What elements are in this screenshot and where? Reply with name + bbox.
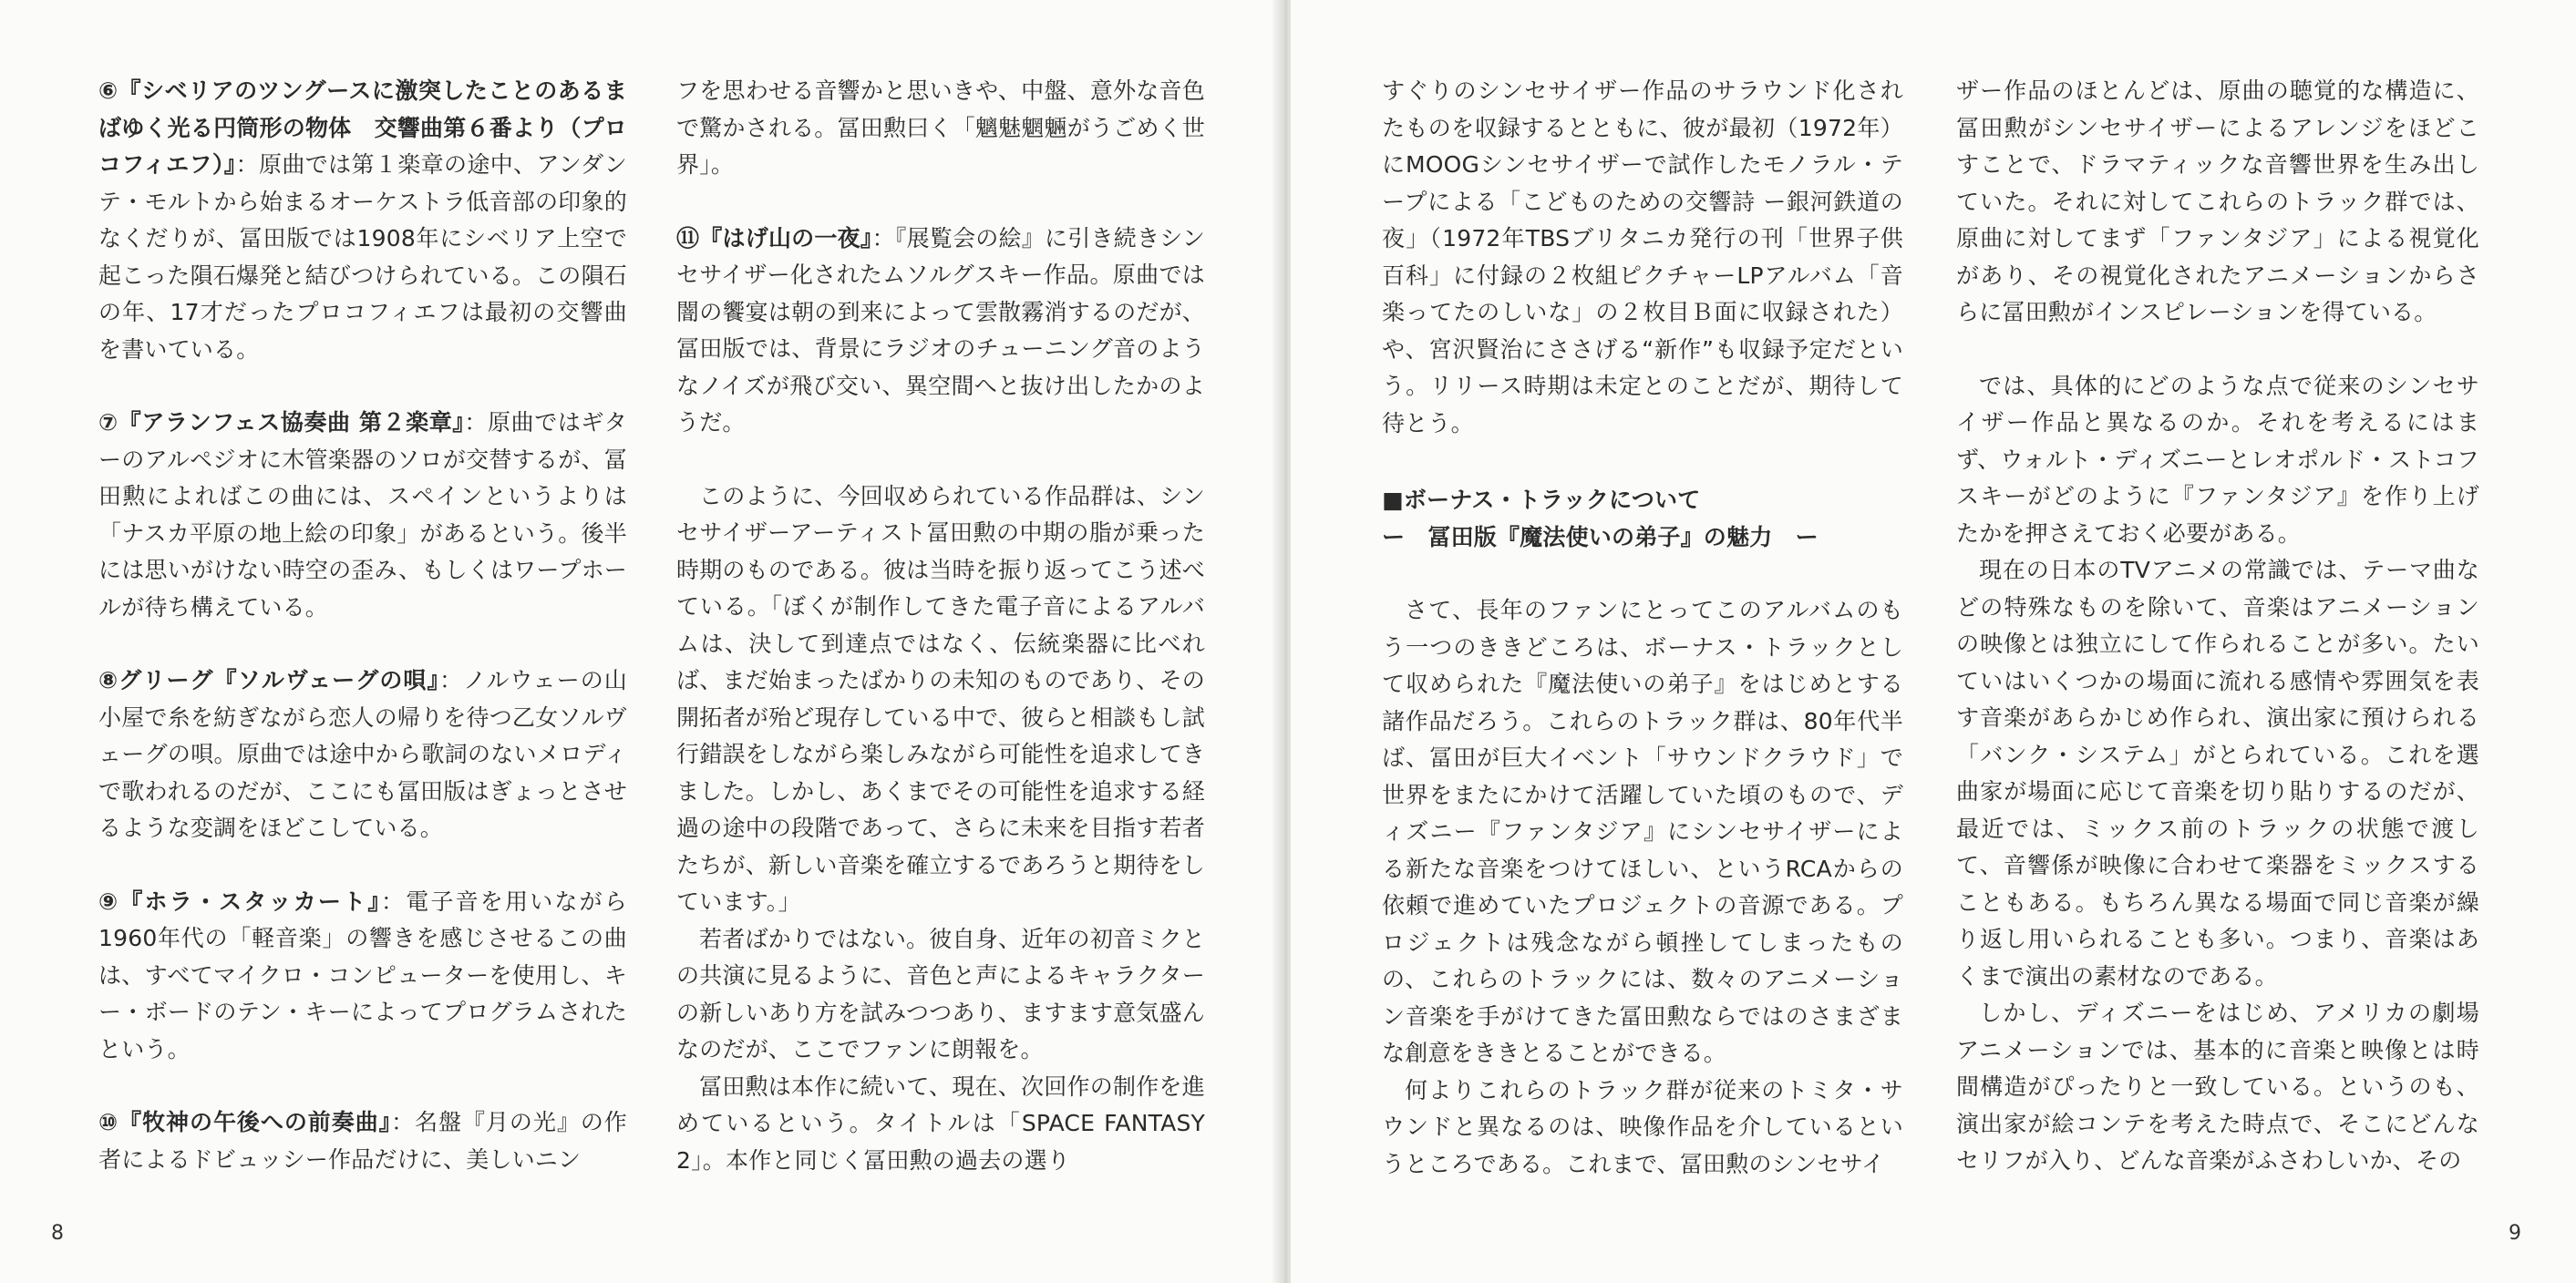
track-body-10: ：名盤『月の光』の作者によるドビュッシー作品だけに、美しいニン <box>98 1109 627 1173</box>
body-paragraph: 冨田勲は本作に続いて、現在、次回作の制作を進めているという。タイトルは「SPACE FANTASY 2」。本作と同じく冨田勲の過去の選り <box>676 1073 1205 1174</box>
section-heading-line1: ■ボーナス・トラックについて <box>1382 487 1701 513</box>
body-paragraph: 何よりこれらのトラック群が従来のトミタ・サウンドと異なるのは、映像作品を介しているというところである。これまで、冨田勲のシンセサイ <box>1382 1076 1903 1177</box>
body-paragraph: このように、今回収められている作品群は、シンセサイザーアーティスト冨田勲の中期の脂が乗った時期のものである。彼は当時を振り返ってこう述べている。「ぼくが制作してきた電子音によるアルバムは、決して到達点ではなく、伝統楽器に比べれば、まだ始まったばかりの未知のものであり、その開拓者が殆ど現存している中で、彼らと相談もし試行錯誤をしながら楽しみながら可能性を追求してきました。しかし、あくまでその可能性を追求する経過の途中の段階であって、さらに未来を目指す若者たちが、新しい音楽を確立するであろうと期待をしています。」 <box>676 482 1205 915</box>
track-body-8: ：ノルウェーの山小屋で糸を紡ぎながら恋人の帰りを待つ乙女ソルヴェーグの唄。原曲では途中から歌詞のないメロディで歌われるのだが、ここにも冨田版はぎょっとさせるような変調をほどこしている。 <box>98 667 627 841</box>
section-heading <box>1382 482 1903 556</box>
page-number-right: 9 <box>2509 1222 2521 1245</box>
left-page <box>0 0 1282 1283</box>
track-note-11 <box>676 221 1205 442</box>
track-title-8: ⑧グリーグ『ソルヴェーグの唄』 <box>98 667 440 693</box>
left-column-2 <box>676 73 1205 1179</box>
section-heading-line2: ー 冨田版『魔法使いの弟子』の魅力 ー <box>1382 523 1819 550</box>
body-paragraph: では、具体的にどのような点で従来のシンセサイザー作品と異なるのか。それを考えるにはまず、ウォルト・ディズニーとレオポルド・ストコフスキーがどのように『ファンタジア』を作り上げたかを押さえておく必要がある。 <box>1956 372 2479 547</box>
body-paragraph: ザー作品のほとんどは、原曲の聴覚的な構造に、冨田勲がシンセサイザーによるアレンジをほどこすことで、ドラマティックな音響世界を生み出していた。それに対してこれらのトラック群では、原曲に対してまず「ファンタジア」による視覚化があり、その視覚化されたアニメーションからさらに冨田勲がインスピレーションを得ている。 <box>1956 77 2479 325</box>
body-paragraph: 若者ばかりではない。彼自身、近年の初音ミクとの共演に見るように、音色と声によるキャラクターの新しいあり方を試みつつあり、ますます意気盛んなのだが、ここでファンに朗報を。 <box>676 925 1205 1062</box>
track-note-10 <box>98 1104 627 1178</box>
track-title-11: ⑪『はげ山の一夜』 <box>676 224 872 251</box>
track-note-10-cont: フを思わせる音響かと思いきや、中盤、意外な音色で驚かされる。冨田勲曰く「魑魅魍魎がうごめく世界」。 <box>676 77 1205 178</box>
page-number-left: 8 <box>51 1222 64 1245</box>
track-note-8 <box>98 662 627 847</box>
track-title-9: ⑨『ホラ・スタッカート』 <box>98 888 382 915</box>
track-note-6 <box>98 73 627 368</box>
track-body-7: ：原曲ではギターのアルペジオに木管楽器のソロが交替するが、冨田勲によればこの曲には、スペインというよりは「ナスカ平原の地上絵の印象」があるという。後半には思いがけない時空の歪み、もしくはワープホールが待ち構えている。 <box>98 409 627 621</box>
track-body-9: ：電子音を用いながら1960年代の「軽音楽」の響きを感じさせるこの曲は、すべてマイクロ・コンピューターを使用し、キー・ボードのテン・キーによってプログラムされたという。 <box>98 888 627 1062</box>
track-title-7: ⑦『アランフェス協奏曲 第２楽章』 <box>98 409 465 436</box>
body-paragraph: すぐりのシンセサイザー作品のサラウンド化されたものを収録するとともに、彼が最初（1972年）にMOOGシンセサイザーで試作したモノラル・テープによる「こどものための交響詩 ー銀河鉄道の夜」（1972年TBSブリタニカ発行の刊「世界子供百科」に付録の２枚組ピクチャーLPアルバム「音楽ってたのしいな」の２枚目Ｂ面に収録された）や、宮沢賢治にささげる“新作”も収録予定だという。リリース時期は未定とのことだが、期待して待とう。 <box>1382 77 1903 436</box>
track-body-6: ：原曲では第１楽章の途中、アンダンテ・モルトから始まるオーケストラ低音部の印象的なくだりが、冨田版では1908年にシベリア上空で起こった隕石爆発と結びつけられている。この隕石の年、17才だったプロコフィエフは最初の交響曲を書いている。 <box>98 151 628 363</box>
right-column-2 <box>1956 73 2479 1180</box>
track-title-10: ⑩『牧神の午後への前奏曲』 <box>98 1109 392 1135</box>
left-column-1 <box>98 73 627 1178</box>
track-note-7 <box>98 405 627 626</box>
right-column-1 <box>1382 73 1903 1183</box>
body-paragraph: しかし、ディズニーをはじめ、アメリカの劇場アニメーションでは、基本的に音楽と映像とは時間構造がぴったりと一致している。というのも、演出家が絵コンテを考えた時点で、そこにどんなセリフが入り、どんな音楽がふさわしいか、その <box>1956 1000 2479 1174</box>
track-note-9 <box>98 884 627 1069</box>
body-paragraph: さて、長年のファンにとってこのアルバムのもう一つのききどころは、ボーナス・トラックとして収められた『魔法使いの弟子』をはじめとする諸作品だろう。これらのトラック群は、80年代半ば、冨田が巨大イベント「サウンドクラウド」で世界をまたにかけて活躍していた頃のもので、ディズニー『ファンタジア』にシンセサイザーによる新たな音楽をつけてほしい、というRCAからの依頼で進めていたプロジェクトの音源である。プロジェクトは残念ながら頓挫してしまったものの、これらのトラックには、数々のアニメーション音楽を手がけてきた冨田勲ならではのさまざまな創意をききとることができる。 <box>1382 597 1903 1066</box>
track-body-11: ：『展覧会の絵』に引き続きシンセサイザー化されたムソルグスキー作品。原曲では闇の饗宴は朝の到来によって雲散霧消するのだが、冨田版では、背景にラジオのチューニング音のようなノイズが飛び交い、異空間へと抜け出したかのようだ。 <box>676 224 1205 436</box>
track-title-6: ⑥『シベリアのツングースに激突したことのあるまばゆく光る円筒形の物体 交響曲第６番より（プロコフィエフ）』 <box>98 77 627 178</box>
body-paragraph: 現在の日本のTVアニメの常識では、テーマ曲などの特殊なものを除いて、音楽はアニメーションの映像とは独立にして作られることが多い。たいていはいくつかの場面に流れる感情や雰囲気を表す音楽があらかじめ作られ、演出家に預けられる「バンク・システム」がとられている。これを選曲家が場面に応じて音楽を切り貼りするのだが、最近では、ミックス前のトラックの状態で渡して、音響係が映像に合わせて楽器をミックスすることもある。もちろん異なる場面で同じ音楽が繰り返し用いられることも多い。つまり、音楽はあくまで演出の素材なのである。 <box>1956 557 2479 990</box>
